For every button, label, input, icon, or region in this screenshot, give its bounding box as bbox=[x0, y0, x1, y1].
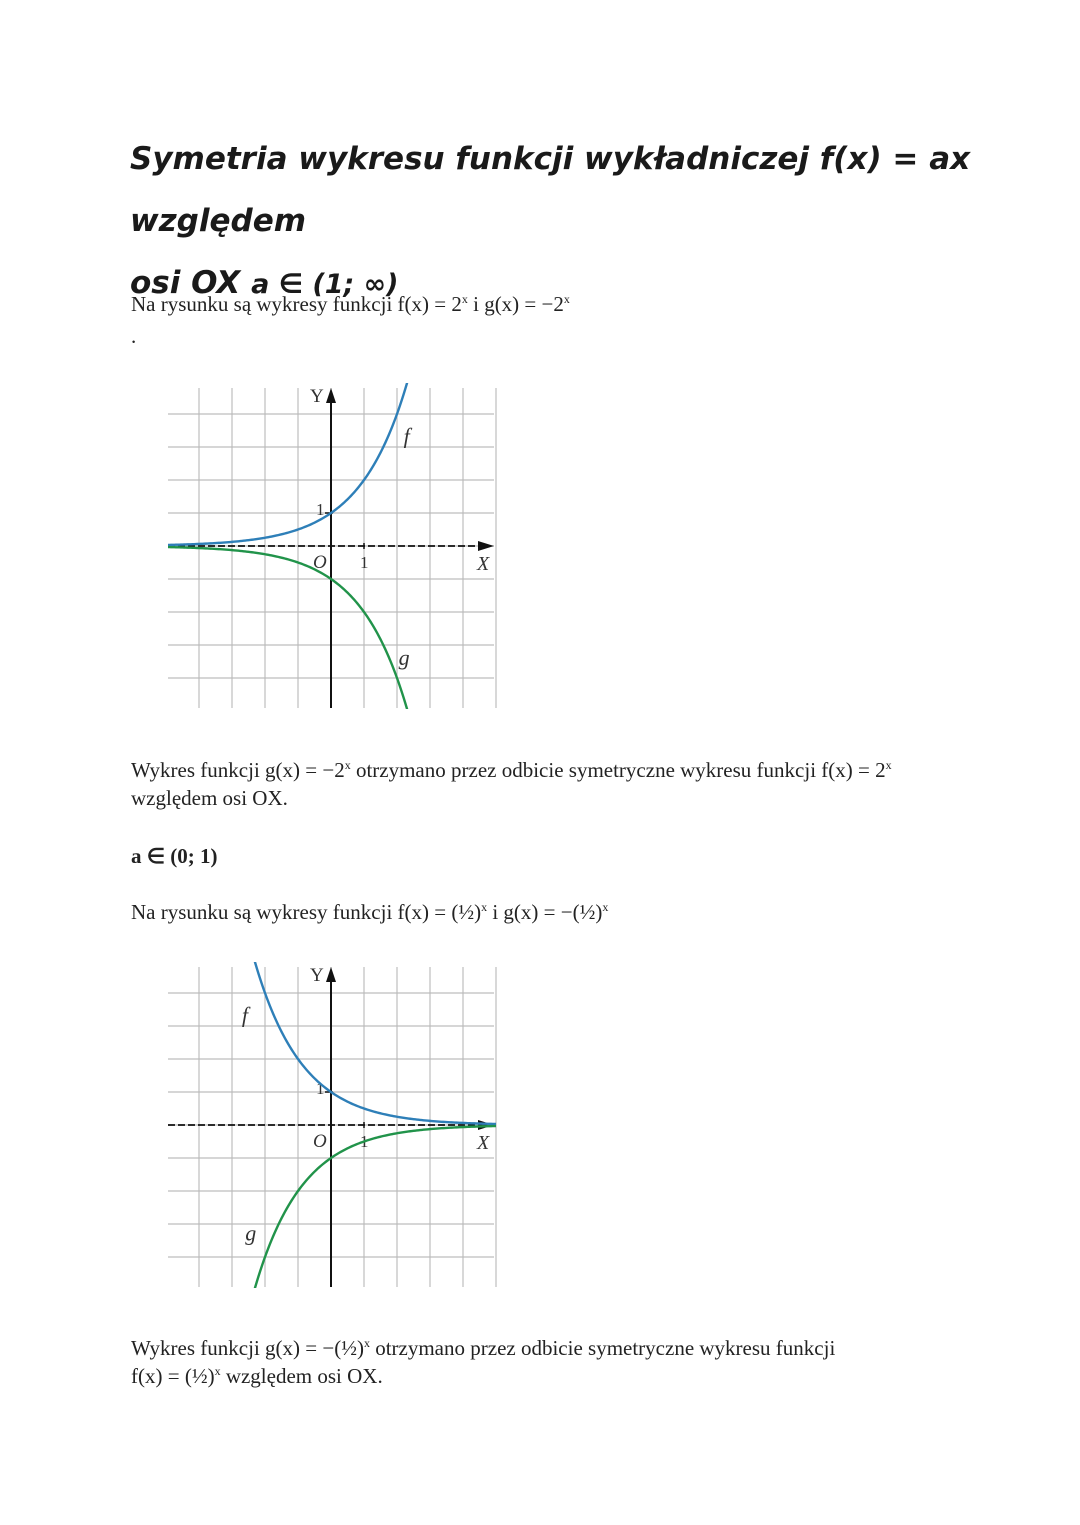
page-title bbox=[130, 128, 990, 316]
section2-conclusion: Wykres funkcji g(x) = −(½)$^x$ otrzymano przez odbicie symetryczne wykresu funkcji f(x) = (½)$^x$ względem osi OX. bbox=[131, 1336, 836, 1388]
graph-exp-base-2 bbox=[168, 383, 498, 713]
title-domain: a ∈ (1; ∞) bbox=[251, 269, 399, 300]
section1-intro: Na rysunku są wykresy funkcji $f(x) = 2^x$ i $g(x) = -2^x$ bbox=[131, 292, 570, 316]
graph-exp-base-half bbox=[168, 962, 498, 1292]
title-main: Symetria wykresu funkcji wykładniczej f(x) = ax względem bbox=[130, 141, 971, 239]
f-curve-label: f bbox=[403, 423, 410, 449]
section2-intro: Na rysunku są wykresy funkcji f(x) = (½)$^x$ i g(x) = −(½)$^x$ bbox=[131, 900, 609, 924]
y-axis-arrow bbox=[326, 388, 336, 403]
x-axis-label: X bbox=[477, 553, 490, 575]
origin-label: O bbox=[313, 552, 327, 573]
y-axis-arrow bbox=[326, 967, 336, 982]
x-one-label: 1 bbox=[360, 553, 369, 572]
section1-conclusion: Wykres funkcji $g(x) = -2^x$ otrzymano przez odbicie symetryczne wykresu funkcji $f(x) = 2^x$ względem osi OX. bbox=[131, 758, 892, 810]
y-axis-label: Y bbox=[310, 386, 324, 407]
g-curve-label: g bbox=[245, 1220, 257, 1246]
section2-heading: a ∈ (0; 1) bbox=[131, 844, 218, 868]
title-sub: osi OX bbox=[130, 265, 241, 301]
y-axis-label: Y bbox=[310, 965, 324, 986]
x-axis-label: X bbox=[477, 1132, 490, 1154]
origin-label: O bbox=[313, 1131, 327, 1152]
x-axis-arrow bbox=[478, 541, 494, 551]
f-curve-label: f bbox=[241, 1002, 249, 1028]
y-one-label: 1 bbox=[316, 1079, 325, 1098]
y-one-label: 1 bbox=[316, 500, 325, 519]
x-one-label: 1 bbox=[360, 1132, 369, 1151]
section1-dot: . bbox=[131, 324, 137, 348]
g-curve-label: g bbox=[398, 644, 410, 670]
